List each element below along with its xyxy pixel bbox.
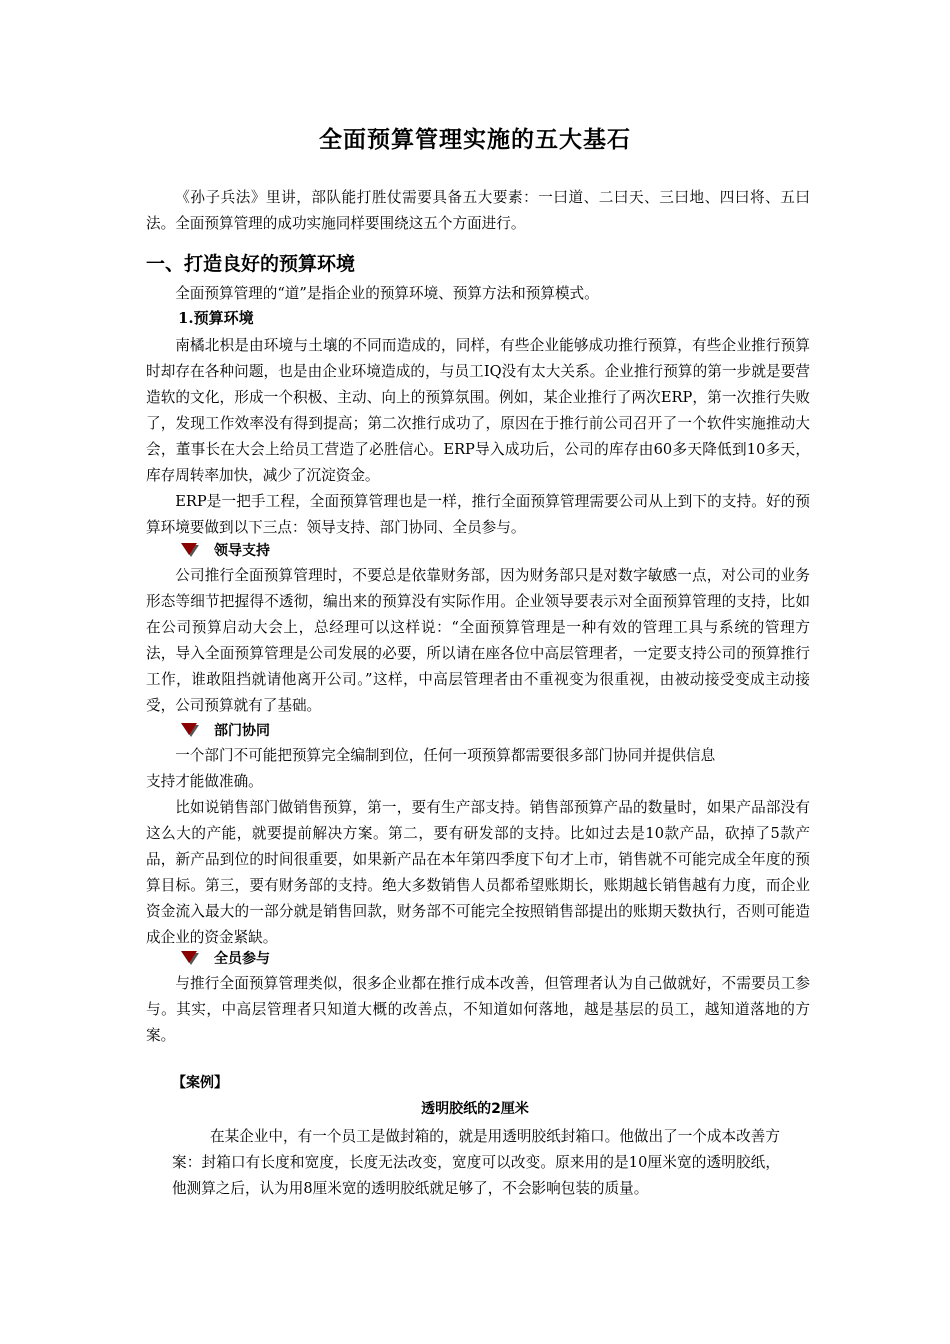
paragraph-line: 支持才能做准确。 xyxy=(146,773,263,790)
section-heading: 一、打造良好的预算环境 xyxy=(146,253,356,275)
body-paragraph: 与推行全面预算管理类似，很多企业都在推行成本改善，但管理者认为自己做就好，不需要员工参与。其实，中高层管理者只知道大概的改善点，不知道如何落地，越是基层的员工，越知道落地的方案。 xyxy=(146,975,810,1044)
arrow-bullet-icon xyxy=(180,542,200,558)
case-label: 【案例】 xyxy=(172,1075,228,1091)
bullet-label: 全员参与 xyxy=(214,951,270,967)
paragraph-line: 一个部门不可能把预算完全编制到位，任何一项预算都需要很多部门协同并提供信息 xyxy=(175,747,716,764)
body-paragraph: 公司推行全面预算管理时，不要总是依靠财务部，因为财务部只是对数字敏感一点，对公司的业务形态等细节把握得不透彻，编出来的预算没有实际作用。企业领导要表示对全面预算管理的支持，比如在公司预算启动大会上，总经理可以这样说：“全面预算管理是一种有效的管理工具与系统的管理方法，导入全面预算管理是公司发展的必要，所以请在座各位中高层管理者，一定要支持公司的预算推行工作，谁敢阻挡就请他离开公司。”这样，中高层管理者由不重视变为很重视，由被动接受变成主动接受，公司预算就有了基础。 xyxy=(146,567,810,714)
bullet-heading xyxy=(180,539,270,561)
arrow-bullet-icon xyxy=(180,950,200,966)
case-paragraph: 在某企业中，有一个员工是做封箱的，就是用透明胶纸封箱口。他做出了一个成本改善方案：封箱口有长度和宽度，长度无法改变，宽度可以改变。原来用的是10厘米宽的透明胶纸，他测算之后，认为用8厘米宽的透明胶纸就足够了，不会影响包装的质量。 xyxy=(172,1128,780,1197)
body-paragraph: 南橘北枳是由环境与土壤的不同而造成的，同样，有些企业能够成功推行预算，有些企业推行预算时却存在各种问题，也是由企业环境造成的，与员工IQ没有太大关系。企业推行预算的第一步就是要营造软的文化，形成一个积极、主动、向上的预算氛围。例如，某企业推行了两次ERP，第一次推行失败了，发现工作效率没有得到提高；第二次推行成功了，原因在于推行前公司召开了一个软件实施推动大会，董事长在大会上给员工营造了必胜信心。ERP导入成功后，公司的库存由60多天降低到10多天，库存周转率加快，减少了沉淀资金。 xyxy=(146,337,810,484)
body-paragraph: ERP是一把手工程，全面预算管理也是一样，推行全面预算管理需要公司从上到下的支持。好的预算环境要做到以下三点：领导支持、部门协同、全员参与。 xyxy=(146,493,810,536)
arrow-bullet-icon xyxy=(180,722,200,738)
subsection-heading: 1.预算环境 xyxy=(178,309,254,327)
page-title: 全面预算管理实施的五大基石 xyxy=(319,127,631,153)
body-paragraph xyxy=(146,743,826,795)
body-paragraph: 比如说销售部门做销售预算，第一，要有生产部支持。销售部预算产品的数量时，如果产品部没有这么大的产能，就要提前解决方案。第二，要有研发部的支持。比如过去是10款产品，砍掉了5款产品，新产品到位的时间很重要，如果新产品在本年第四季度下旬才上市，销售就不可能完成全年度的预算目标。第三，要有财务部的支持。绝大多数销售人员都希望账期长，账期越长销售越有力度，而企业资金流入最大的一部分就是销售回款，财务部不可能完全按照销售部提出的账期天数执行，否则可能造成企业的资金紧缺。 xyxy=(146,799,810,946)
bullet-heading xyxy=(180,719,270,741)
bullet-heading xyxy=(180,947,270,969)
bullet-label: 部门协同 xyxy=(214,723,270,739)
section-lead: 全面预算管理的“道”是指企业的预算环境、预算方法和预算模式。 xyxy=(175,285,599,302)
bullet-label: 领导支持 xyxy=(214,543,270,559)
intro-paragraph: 《孙子兵法》里讲，部队能打胜仗需要具备五大要素：一曰道、二曰天、三曰地、四曰将、五曰法。全面预算管理的成功实施同样要围绕这五个方面进行。 xyxy=(146,189,810,232)
case-title: 透明胶纸的2厘米 xyxy=(421,1101,529,1117)
